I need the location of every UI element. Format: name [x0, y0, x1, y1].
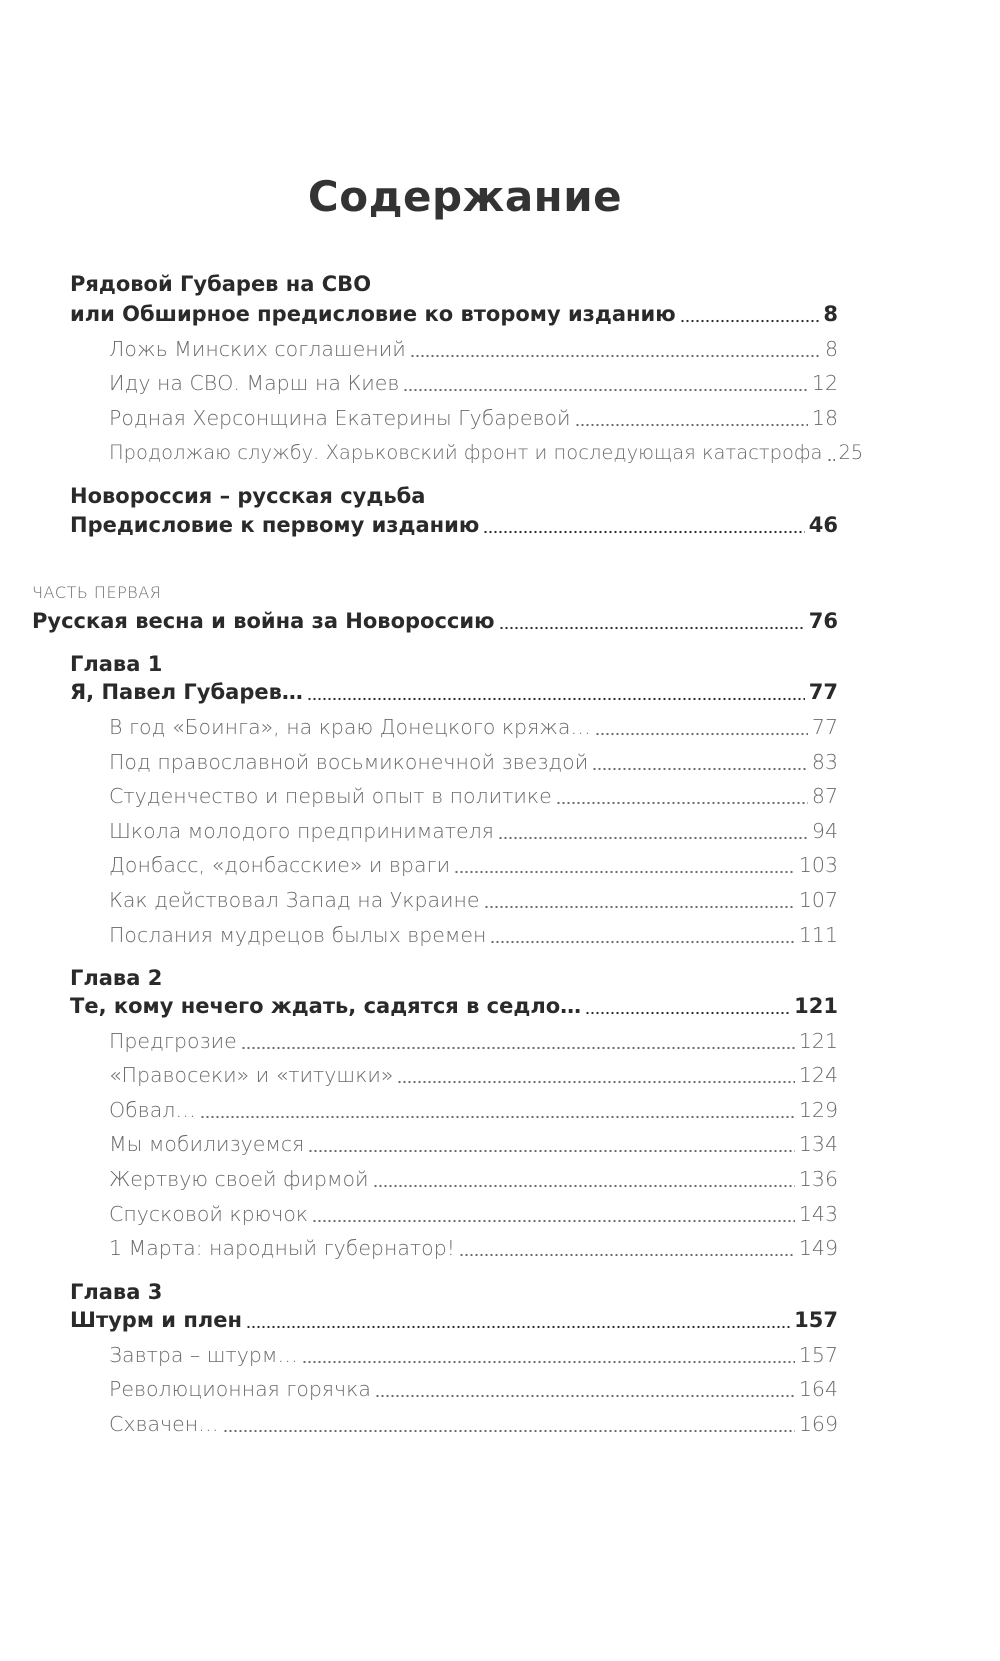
toc-subentry[interactable] [109, 848, 838, 882]
dot-leader [459, 1249, 795, 1257]
dot-leader [490, 936, 795, 944]
dot-leader [585, 1007, 790, 1015]
toc-subentry-label: Жертвую своей фирмой [109, 1167, 369, 1191]
dot-leader [403, 384, 808, 392]
dot-leader [302, 1356, 795, 1364]
toc-subentry[interactable] [109, 1372, 838, 1406]
page-number: 107 [798, 888, 838, 912]
page-number: 77 [811, 715, 838, 739]
toc-subentry-label: Мы мобилизуемся [109, 1132, 305, 1156]
chapter-title: Штурм и плен [70, 1308, 242, 1332]
dot-leader [484, 901, 795, 909]
dot-leader [498, 832, 808, 840]
page-number: 164 [798, 1377, 838, 1401]
dot-leader [483, 526, 805, 534]
toc-subentry[interactable] [109, 779, 838, 813]
chapter-entry[interactable] [70, 989, 838, 1023]
preface2-entry[interactable] [70, 297, 838, 331]
chapter-entry[interactable] [70, 675, 838, 709]
toc-subentry-label: Схвачен… [109, 1412, 219, 1436]
page-number: 12 [811, 371, 838, 395]
part-title: Русская весна и война за Новороссию [32, 609, 495, 633]
page-number: 18 [811, 406, 838, 430]
page-number: 136 [798, 1167, 838, 1191]
toc-subentry[interactable] [109, 1162, 838, 1196]
preface2-title-line2: или Обширное предисловие ко второму изданию [70, 302, 676, 326]
toc-subentry-label: Студенчество и первый опыт в политике [109, 784, 552, 808]
toc-subentry-label: В год «Боинга», на краю Донецкого кряжа… [109, 715, 591, 739]
toc-subentry-label: Послания мудрецов былых времен [109, 923, 487, 947]
toc-subentry[interactable] [109, 710, 838, 744]
dot-leader [556, 797, 808, 805]
toc-subentry[interactable] [109, 883, 838, 917]
preface2-title-line1: Рядовой Губарев на СВО [70, 272, 372, 296]
toc-subentry-label: Спусковой крючок [109, 1202, 309, 1226]
toc-subentry[interactable] [109, 1127, 838, 1161]
page-number: 8 [823, 302, 838, 326]
chapter-label: Глава 3 [70, 1280, 163, 1304]
toc-subentry[interactable] [109, 436, 864, 470]
preface1-title-line1: Новороссия – русская судьба [70, 484, 426, 508]
toc-subentry-label: Под православной восьмиконечной звездой [109, 750, 589, 774]
page-number: 94 [811, 819, 838, 843]
toc-subentry[interactable] [109, 1338, 838, 1372]
page-number: 25 [838, 441, 864, 464]
toc-subentry-label: «Правосеки» и «титушки» [109, 1063, 394, 1087]
page-number: 169 [798, 1412, 838, 1436]
toc-subentry-label: Революционная горячка [109, 1377, 371, 1401]
page-number: 8 [824, 337, 838, 361]
toc-subentry[interactable] [109, 1407, 838, 1441]
toc-subentry-label: Иду на СВО. Марш на Киев [109, 371, 400, 395]
page-number: 149 [798, 1236, 838, 1260]
page-number: 121 [798, 1029, 838, 1053]
page-number: 111 [798, 923, 838, 947]
chapter-label: Глава 1 [70, 652, 163, 676]
toc-subentry[interactable] [109, 1093, 838, 1127]
toc-subentry-label: Продолжаю службу. Харьковский фронт и последующая катастрофа [109, 441, 823, 464]
page-number: 157 [794, 1308, 838, 1332]
page-number: 143 [798, 1202, 838, 1226]
toc-subentry[interactable] [109, 366, 838, 400]
toc-subentry[interactable] [109, 745, 838, 779]
toc-subentry[interactable] [109, 918, 838, 952]
chapter-label: Глава 2 [70, 966, 163, 990]
page-number: 76 [808, 609, 838, 633]
dot-leader [592, 763, 808, 771]
toc-subentry-label: Обвал… [109, 1098, 196, 1122]
toc-subentry-label: 1 Марта: народный губернатор! [109, 1236, 455, 1260]
dot-leader [241, 1042, 795, 1050]
toc-subentry[interactable] [109, 814, 838, 848]
page-number: 103 [798, 853, 838, 877]
dot-leader [373, 1180, 795, 1188]
dot-leader [312, 1215, 795, 1223]
dot-leader [680, 315, 820, 323]
preface1-title-line2: Предисловие к первому изданию [70, 513, 480, 537]
toc-subentry-label: Предгрозие [109, 1029, 237, 1053]
part-entry[interactable] [32, 604, 838, 638]
toc-subentry[interactable] [109, 1231, 838, 1265]
dot-leader [200, 1111, 795, 1119]
toc-subentry-label: Ложь Минских соглашений [109, 337, 406, 361]
toc-subentry-label: Завтра – штурм… [109, 1343, 298, 1367]
dot-leader [223, 1425, 795, 1433]
chapter-title: Те, кому нечего ждать, садятся в седло… [70, 994, 582, 1018]
toc-subentry-label: Как действовал Запад на Украине [109, 888, 480, 912]
dot-leader [595, 728, 808, 736]
toc-subentry[interactable] [109, 1058, 838, 1092]
page-number: 129 [798, 1098, 838, 1122]
dot-leader [246, 1321, 790, 1329]
dot-leader [307, 693, 805, 701]
page-title: Содержание [307, 172, 623, 221]
preface1-entry[interactable] [70, 508, 838, 542]
chapter-title: Я, Павел Губарев… [70, 680, 303, 704]
dot-leader [454, 866, 795, 874]
toc-subentry[interactable] [109, 1197, 838, 1231]
page-number: 83 [811, 750, 838, 774]
dot-leader [375, 1390, 795, 1398]
dot-leader [575, 419, 808, 427]
toc-subentry[interactable] [109, 1024, 838, 1058]
dot-leader [308, 1145, 795, 1153]
page-number: 124 [798, 1063, 838, 1087]
dot-leader [499, 622, 805, 630]
toc-subentry-label: Школа молодого предпринимателя [109, 819, 494, 843]
toc-subentry[interactable] [109, 332, 838, 366]
dot-leader [827, 454, 835, 462]
page-number: 134 [798, 1132, 838, 1156]
chapter-entry[interactable] [70, 1303, 838, 1337]
toc-subentry-label: Родная Херсонщина Екатерины Губаревой [109, 406, 571, 430]
page-number: 121 [794, 994, 838, 1018]
page-number: 46 [808, 513, 838, 537]
toc-subentry[interactable] [109, 401, 838, 435]
page-number: 87 [811, 784, 838, 808]
toc-subentry-label: Донбасс, «донбасские» и враги [109, 853, 451, 877]
part-label: ЧАСТЬ ПЕРВАЯ [32, 583, 162, 602]
dot-leader [410, 350, 821, 358]
dot-leader [397, 1076, 794, 1084]
page-number: 157 [798, 1343, 838, 1367]
page-number: 77 [808, 680, 838, 704]
